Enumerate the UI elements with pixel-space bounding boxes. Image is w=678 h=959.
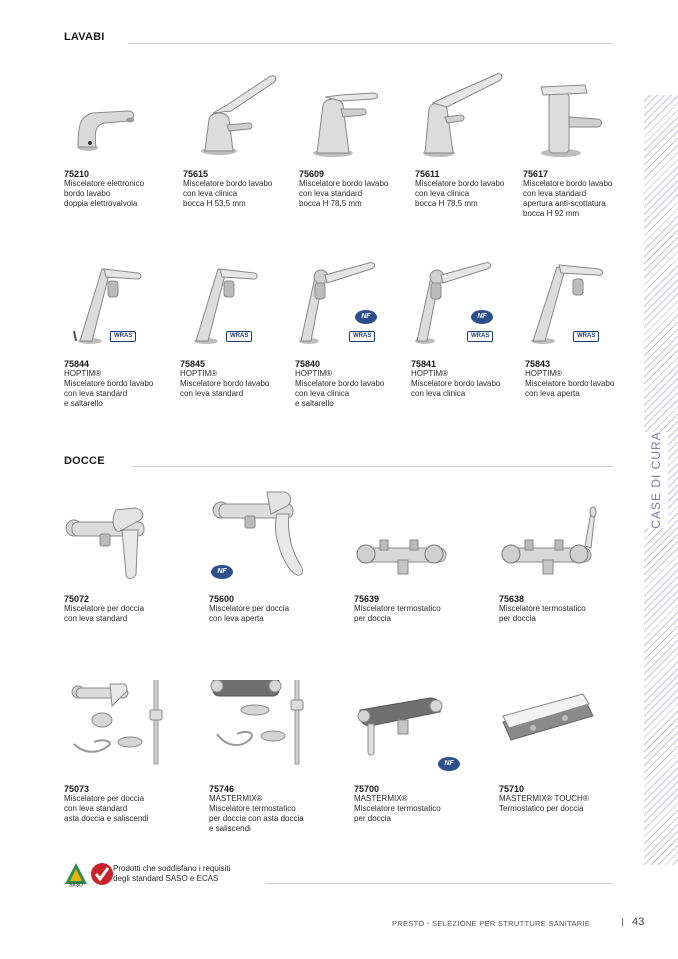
- product-card: [354, 490, 479, 624]
- product-description-line: e saltarello: [295, 399, 334, 408]
- product-description-line: Miscelatore bordo lavabo: [415, 179, 505, 188]
- product-description-line: Miscelatore bordo lavabo: [64, 379, 154, 388]
- wras-badge: WRAS: [349, 331, 375, 342]
- product-image: [499, 490, 624, 590]
- product-description-line: con leva standard: [299, 189, 363, 198]
- product-card: [183, 65, 295, 209]
- product-card: [64, 680, 189, 824]
- nf-badge: NF: [438, 757, 460, 771]
- certification-rule: [265, 883, 613, 884]
- product-image: [295, 255, 407, 355]
- product-code: 75844: [64, 359, 90, 369]
- product-brand: HOPTIM®: [525, 369, 563, 378]
- product-description-line: bocca H 92 mm: [523, 209, 580, 218]
- product-description-line: Miscelatore termostatico: [354, 804, 441, 813]
- product-code: 75072: [64, 594, 90, 604]
- product-description-line: per doccia: [499, 614, 536, 623]
- product-code: 75710: [499, 784, 525, 794]
- product-brand: HOPTIM®: [64, 369, 102, 378]
- product-card: [499, 490, 624, 624]
- product-code: 75746: [209, 784, 235, 794]
- product-code: 75639: [354, 594, 380, 604]
- footer-separator: I: [621, 917, 625, 929]
- product-image: [354, 680, 479, 780]
- product-code: 75615: [183, 169, 209, 179]
- ecas-check-icon: [90, 862, 114, 888]
- product-description-line: con leva standard: [180, 389, 244, 398]
- product-description-line: Miscelatore termostatico: [209, 804, 296, 813]
- product-card: [299, 65, 411, 209]
- product-image: [64, 680, 189, 780]
- product-code: 75617: [523, 169, 549, 179]
- product-description-line: Miscelatore bordo lavabo: [523, 179, 613, 188]
- product-description-line: con leva standard: [64, 804, 128, 813]
- product-description-line: per doccia: [354, 614, 391, 623]
- product-card: [180, 255, 292, 399]
- product-card: [209, 490, 334, 624]
- wras-badge: WRAS: [110, 331, 136, 342]
- product-card: [64, 255, 176, 409]
- product-card: [499, 680, 624, 814]
- product-description-line: Miscelatore bordo lavabo: [183, 179, 273, 188]
- product-image: [411, 255, 523, 355]
- product-description-line: e saliscendi: [209, 824, 251, 833]
- product-brand: MASTERMIX® TOUCH®: [499, 794, 589, 803]
- product-code: 75840: [295, 359, 321, 369]
- product-description-line: con leva standard: [523, 189, 587, 198]
- product-code: 75210: [64, 169, 90, 179]
- product-description-line: Miscelatore per doccia: [64, 794, 145, 803]
- product-brand: HOPTIM®: [411, 369, 449, 378]
- wras-badge: WRAS: [467, 331, 493, 342]
- certification-line: Prodotti che soddisfano i requisiti: [113, 864, 231, 873]
- product-brand: MASTERMIX®: [354, 794, 408, 803]
- product-code: 75600: [209, 594, 235, 604]
- product-description-line: Miscelatore bordo lavabo: [525, 379, 615, 388]
- product-description-line: bocca H 53,5 mm: [183, 199, 246, 208]
- product-card: [295, 255, 407, 409]
- product-description-line: Miscelatore per doccia: [209, 604, 290, 613]
- certification-text: [113, 864, 230, 884]
- product-description-line: con leva standard: [64, 614, 128, 623]
- product-image: [209, 490, 334, 590]
- product-description-line: asta doccia e saliscendi: [64, 814, 149, 823]
- product-description-line: con leva aperta: [525, 389, 580, 398]
- product-image: [64, 65, 176, 165]
- nf-badge: NF: [355, 310, 377, 324]
- product-description-line: Miscelatore bordo lavabo: [295, 379, 385, 388]
- product-brand: MASTERMIX®: [209, 794, 263, 803]
- product-image: [180, 255, 292, 355]
- product-description-line: bordo lavabo: [64, 189, 111, 198]
- product-image: [299, 65, 411, 165]
- product-description-line: con leva clinica: [411, 389, 466, 398]
- footer-text: PRESTO - SELEZIONE PER STRUTTURE SANITARIE: [392, 919, 591, 928]
- product-card: [415, 65, 527, 209]
- product-description-line: bocca H 78,5 mm: [299, 199, 362, 208]
- product-description-line: Miscelatore bordo lavabo: [180, 379, 270, 388]
- product-description-line: Miscelatore elettronico: [64, 179, 145, 188]
- section-title-lavabi: LAVABI: [64, 31, 105, 43]
- product-description-line: con leva aperta: [209, 614, 264, 623]
- product-description-line: e saltarello: [64, 399, 103, 408]
- product-description-line: con leva standard: [64, 389, 128, 398]
- product-image: [354, 490, 479, 590]
- product-description-line: doppia elettrovalvola: [64, 199, 138, 208]
- product-image: [209, 680, 334, 780]
- section-title-docce: DOCCE: [64, 455, 105, 467]
- product-brand: HOPTIM®: [180, 369, 218, 378]
- product-card: [354, 680, 479, 824]
- product-code: 75609: [299, 169, 325, 179]
- product-image: [64, 490, 189, 590]
- section-rule-lavabi: [128, 43, 613, 44]
- product-image: [415, 65, 527, 165]
- product-image: [525, 255, 637, 355]
- product-code: 75843: [525, 359, 551, 369]
- product-description-line: Miscelatore termostatico: [499, 604, 586, 613]
- product-code: 75611: [415, 169, 440, 179]
- product-card: [523, 65, 635, 219]
- product-code: 75845: [180, 359, 206, 369]
- product-description-line: con leva clinica: [415, 189, 470, 198]
- product-card: [411, 255, 523, 399]
- product-image: [183, 65, 295, 165]
- product-description-line: apertura anti-scottatura: [523, 199, 606, 208]
- product-description-line: per doccia con asta doccia: [209, 814, 304, 823]
- product-card: [64, 490, 189, 624]
- side-section-label: CASE DI CURA: [649, 431, 663, 529]
- section-rule-docce: [132, 466, 613, 467]
- product-card: [525, 255, 637, 399]
- product-description-line: Termostatico per doccia: [499, 804, 584, 813]
- wras-badge: WRAS: [226, 331, 252, 342]
- product-code: 75841: [411, 359, 437, 369]
- product-brand: HOPTIM®: [295, 369, 333, 378]
- product-card: [64, 65, 176, 209]
- certification-line: degli standard SASO e ECAS: [113, 874, 219, 883]
- nf-badge: NF: [471, 310, 493, 324]
- saso-logo-text: SASO: [69, 882, 83, 888]
- product-image: [523, 65, 635, 165]
- product-description-line: Miscelatore termostatico: [354, 604, 441, 613]
- product-code: 75638: [499, 594, 525, 604]
- product-description-line: Miscelatore per doccia: [64, 604, 145, 613]
- wras-badge: WRAS: [573, 331, 599, 342]
- product-description-line: Miscelatore bordo lavabo: [299, 179, 389, 188]
- nf-badge: NF: [211, 565, 233, 579]
- product-description-line: Miscelatore bordo lavabo: [411, 379, 501, 388]
- page-number: 43: [632, 916, 645, 928]
- product-description-line: con leva clinica: [183, 189, 238, 198]
- product-code: 75073: [64, 784, 90, 794]
- product-image: [64, 255, 176, 355]
- product-card: [209, 680, 334, 834]
- product-description-line: con leva clinica: [295, 389, 350, 398]
- product-code: 75700: [354, 784, 380, 794]
- product-description-line: per doccia: [354, 814, 391, 823]
- product-image: [499, 680, 624, 780]
- product-description-line: bocca H 78,5 mm: [415, 199, 478, 208]
